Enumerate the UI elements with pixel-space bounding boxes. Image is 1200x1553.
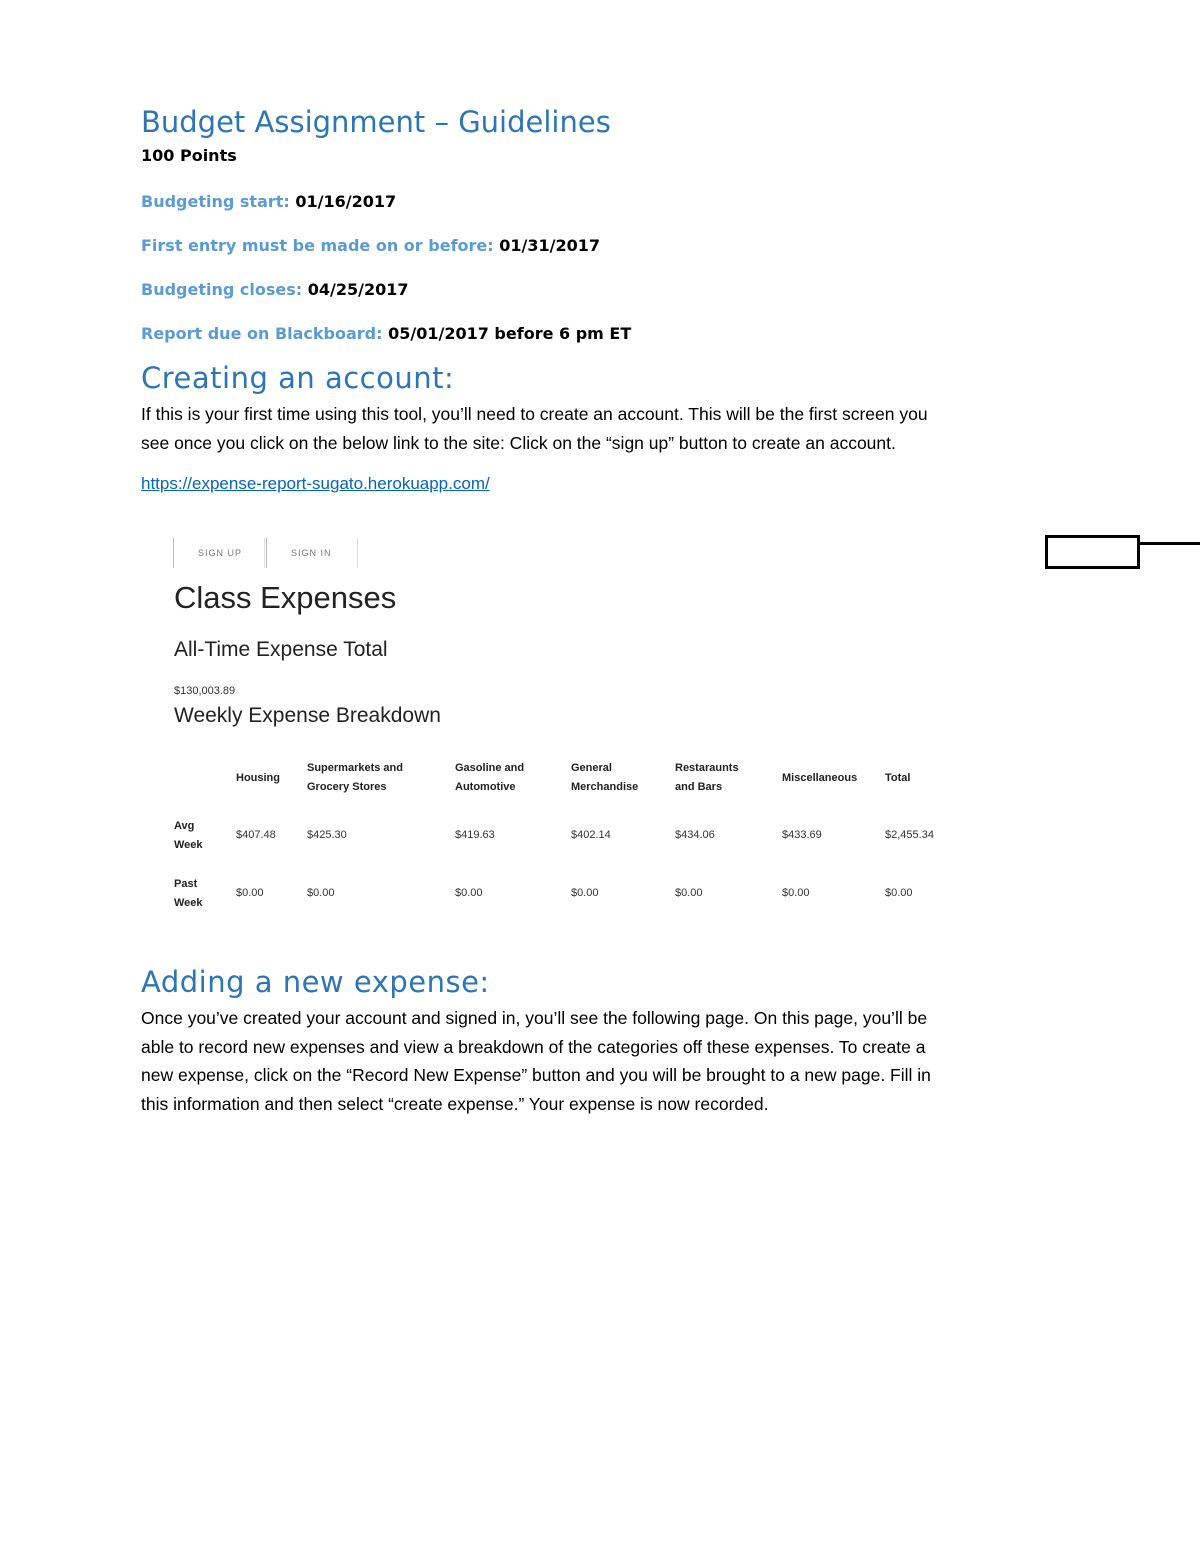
paragraph-line: Once you’ve created your account and signed in, you’ll see the following page. On this page, you’ll be xyxy=(141,1008,928,1028)
date-report-due: Report due on Blackboard: 05/01/2017 before 6 pm ET xyxy=(141,324,632,343)
col-header-general: General Merchandise xyxy=(571,762,639,793)
document-page xyxy=(141,100,1061,494)
col-header-housing: Housing xyxy=(236,772,280,784)
table-cell: $434.06 xyxy=(675,829,715,841)
section-creating-account: Creating an account: xyxy=(141,361,455,395)
all-time-value: $130,003.89 xyxy=(174,685,236,697)
table-cell: $2,455.34 xyxy=(885,829,934,841)
table-cell: $0.00 xyxy=(307,887,335,899)
table-cell: $419.63 xyxy=(455,829,495,841)
section-adding-heading: Adding a new expense: xyxy=(141,965,490,999)
doc-title: Budget Assignment – Guidelines xyxy=(141,105,611,139)
all-time-heading: All-Time Expense Total xyxy=(174,638,388,661)
col-header-restaurants: Restaraunts and Bars xyxy=(675,762,739,793)
sign-in-button[interactable]: SIGN IN xyxy=(266,538,358,568)
weekly-heading: Weekly Expense Breakdown xyxy=(174,704,441,727)
sign-up-button[interactable]: SIGN UP xyxy=(173,538,265,568)
embedded-screenshot xyxy=(173,538,973,918)
row-label-past-week: Past Week xyxy=(174,878,203,909)
col-header-supermarkets: Supermarkets and Grocery Stores xyxy=(307,762,403,793)
table-cell: $0.00 xyxy=(885,887,913,899)
section-adding-expense xyxy=(141,960,1061,1118)
date-first-entry: First entry must be made on or before: 01/31/2017 xyxy=(141,236,600,255)
site-link[interactable]: https://expense-report-sugato.herokuapp.com/ xyxy=(141,474,490,493)
paragraph-line: see once you click on the below link to the site: Click on the “sign up” button to create an account. xyxy=(141,432,896,453)
paragraph-line: this information and then select “create expense.” Your expense is now recorded. xyxy=(141,1093,769,1114)
col-header-misc: Miscellaneous xyxy=(782,772,858,784)
callout-line xyxy=(1137,542,1200,545)
points-label: 100 Points xyxy=(141,146,237,165)
table-cell: $0.00 xyxy=(236,887,264,899)
class-expenses-title: Class Expenses xyxy=(174,580,397,615)
paragraph-line: new expense, click on the “Record New Expense” button and you will be brought to a new page. Fill in xyxy=(141,1065,931,1085)
table-cell: $433.69 xyxy=(782,829,822,841)
col-header-gasoline: Gasoline and Automotive xyxy=(455,762,525,793)
paragraph-line: able to record new expenses and view a breakdown of the categories off these expenses. To create a xyxy=(141,1036,926,1057)
callout-box xyxy=(1045,535,1140,569)
table-cell: $0.00 xyxy=(675,887,703,899)
table-cell: $425.30 xyxy=(307,829,347,841)
table-cell: $0.00 xyxy=(782,887,810,899)
table-cell: $0.00 xyxy=(455,887,483,899)
table-cell: $407.48 xyxy=(236,829,276,841)
table-cell: $0.00 xyxy=(571,887,599,899)
table-cell: $402.14 xyxy=(571,829,611,841)
row-label-avg-week: Avg Week xyxy=(174,820,203,851)
col-header-total: Total xyxy=(885,772,911,784)
date-closes: Budgeting closes: 04/25/2017 xyxy=(141,280,409,299)
paragraph-line: If this is your first time using this tool, you’ll need to create an account. This will be the first screen you xyxy=(141,404,928,424)
date-start: Budgeting start: 01/16/2017 xyxy=(141,192,397,211)
